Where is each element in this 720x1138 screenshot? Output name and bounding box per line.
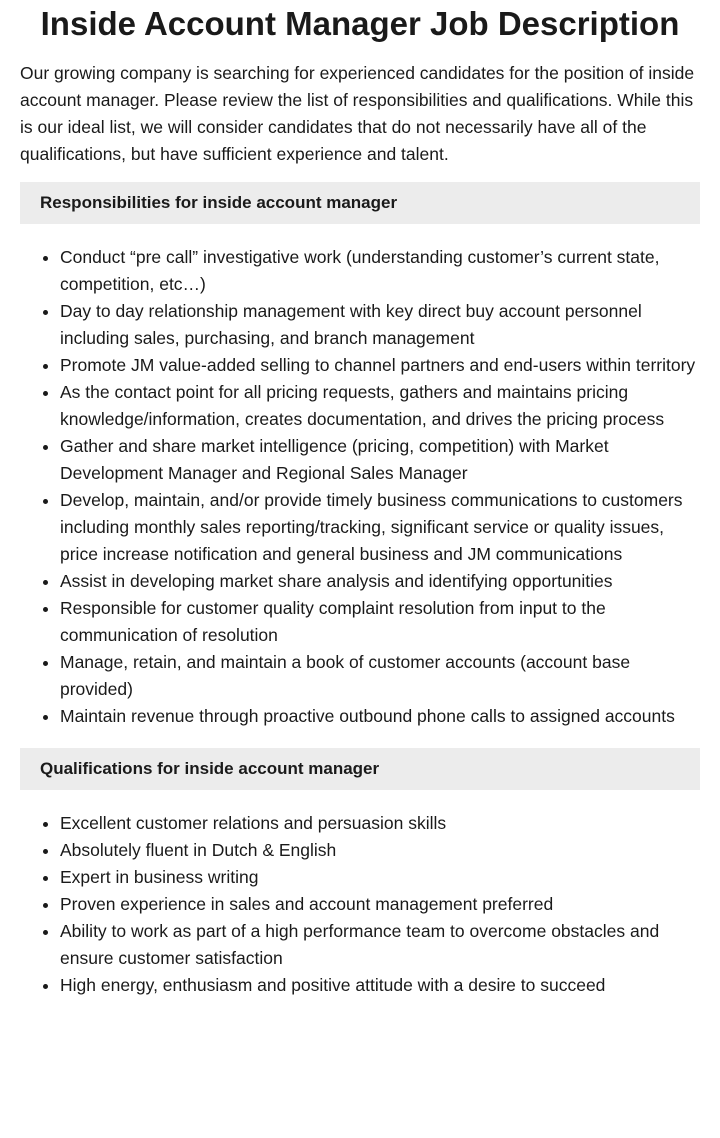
list-item: • Responsible for customer quality complaint resolution from input to the communication of resolution xyxy=(60,595,700,649)
list-item: • Maintain revenue through proactive outbound phone calls to assigned accounts xyxy=(60,703,700,730)
qualifications-list xyxy=(20,810,700,999)
list-item: • Promote JM value-added selling to channel partners and end-users within territory xyxy=(60,352,700,379)
responsibilities-heading: Responsibilities for inside account manager xyxy=(20,182,700,224)
list-item: • Day to day relationship management with key direct buy account personnel including sales, purchasing, and branch management xyxy=(60,298,700,352)
list-item: • Expert in business writing xyxy=(60,864,700,891)
intro-paragraph: Our growing company is searching for experienced candidates for the position of inside account manager. Please review the list of responsibilities and qualifications. While this is our ideal list, we will consider candidates that do not necessarily have all of the qualifications, but have sufficient experience and talent. xyxy=(20,63,695,164)
list-item: • Conduct “pre call” investigative work (understanding customer’s current state, competition, etc…) xyxy=(60,244,700,298)
list-item: • Ability to work as part of a high performance team to overcome obstacles and ensure customer satisfaction xyxy=(60,918,700,972)
list-item: • Gather and share market intelligence (pricing, competition) with Market Development Manager and Regional Sales Manager xyxy=(60,433,700,487)
qualifications-heading: Qualifications for inside account manager xyxy=(20,748,700,790)
responsibilities-list xyxy=(20,244,700,730)
list-item: • Absolutely fluent in Dutch & English xyxy=(60,837,700,864)
list-item: • Proven experience in sales and account management preferred xyxy=(60,891,700,918)
list-item: • As the contact point for all pricing requests, gathers and maintains pricing knowledge/information, creates documentation, and drives the pricing process xyxy=(60,379,700,433)
page-title: Inside Account Manager Job Description xyxy=(40,5,680,42)
list-item: • Excellent customer relations and persuasion skills xyxy=(60,810,700,837)
list-item: • Develop, maintain, and/or provide timely business communications to customers including monthly sales reporting/tracking, significant service or quality issues, price increase notification and general business and JM communications xyxy=(60,487,700,568)
list-item: • Manage, retain, and maintain a book of customer accounts (account base provided) xyxy=(60,649,700,703)
list-item: • Assist in developing market share analysis and identifying opportunities xyxy=(60,568,700,595)
list-item: • High energy, enthusiasm and positive attitude with a desire to succeed xyxy=(60,972,700,999)
